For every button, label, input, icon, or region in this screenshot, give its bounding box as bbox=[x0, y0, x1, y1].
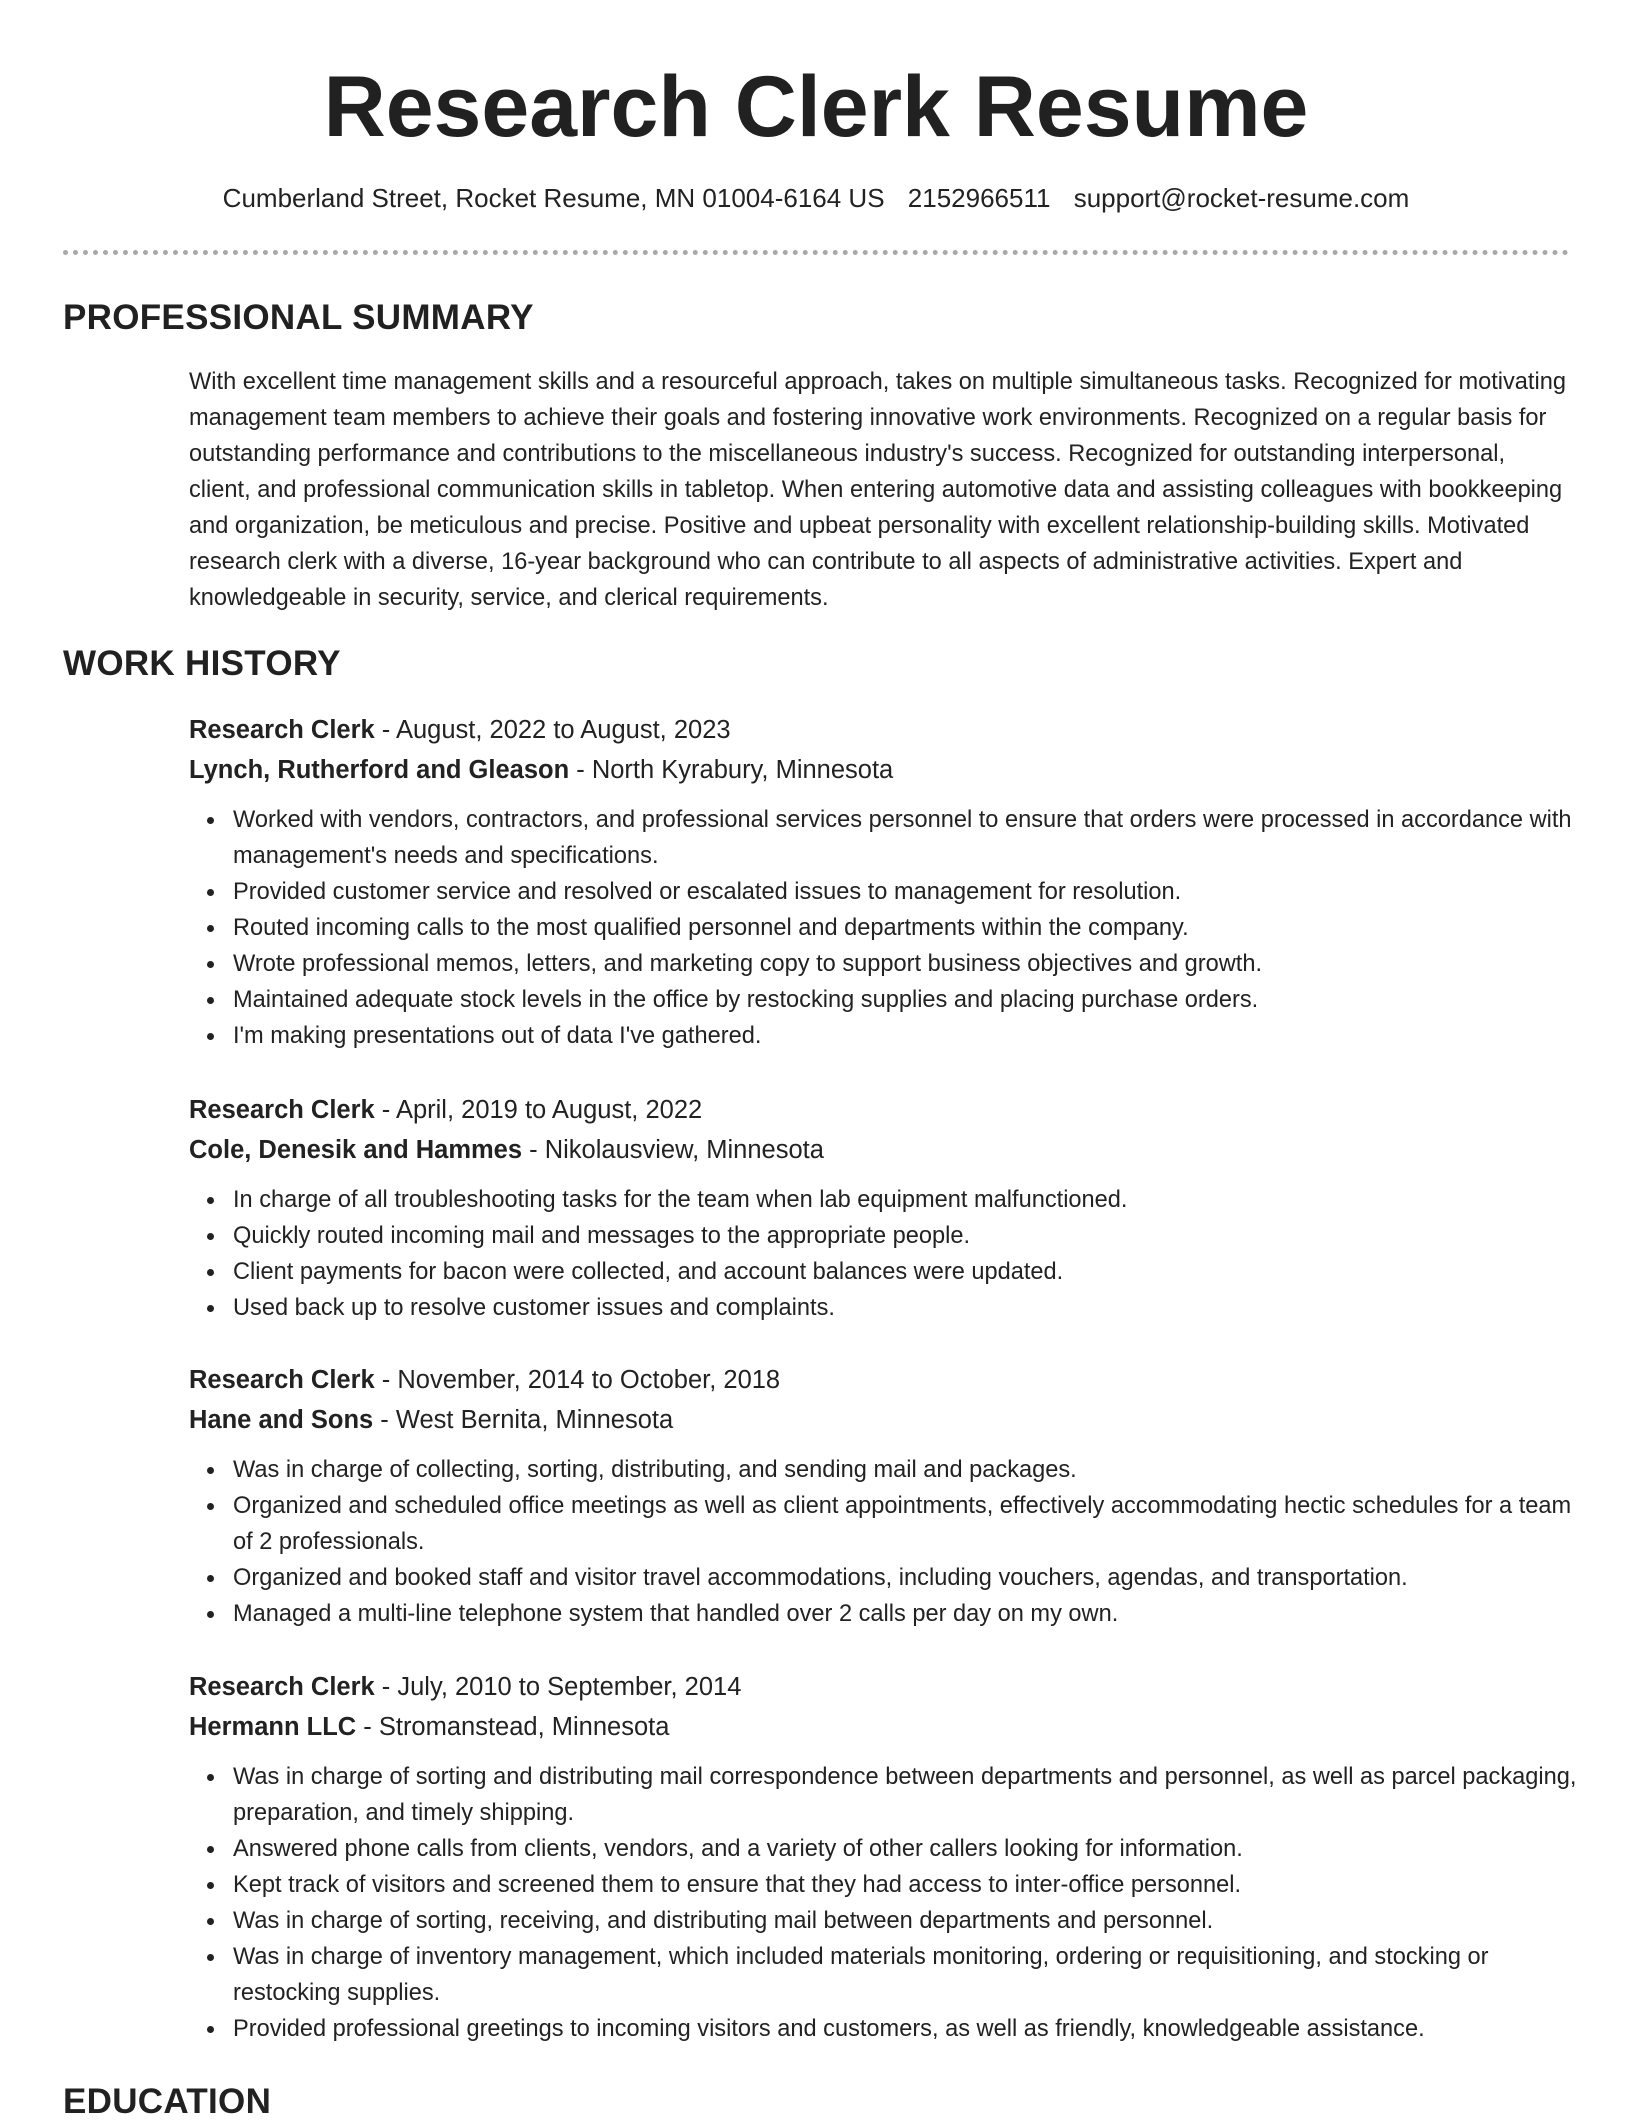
job-company-line bbox=[189, 750, 1579, 790]
job-title: Research Clerk bbox=[189, 1366, 375, 1394]
contact-line bbox=[0, 180, 1632, 216]
job-company-line bbox=[189, 1400, 1579, 1440]
job-entry bbox=[189, 710, 1579, 1054]
list-item: Was in charge of collecting, sorting, distributing, and sending mail and packages. bbox=[233, 1452, 1579, 1488]
job-company-line bbox=[189, 1707, 1579, 1747]
job-location: - Stromanstead, Minnesota bbox=[356, 1713, 670, 1741]
list-item: Managed a multi-line telephone system that handled over 2 calls per day on my own. bbox=[233, 1596, 1579, 1632]
job-dates: - August, 2022 to August, 2023 bbox=[374, 716, 731, 744]
contact-address: Cumberland Street, Rocket Resume, MN 01004-6164 US bbox=[222, 183, 885, 213]
contact-phone: 2152966511 bbox=[907, 183, 1051, 213]
job-title-line bbox=[189, 1667, 1579, 1707]
job-bullets bbox=[189, 1452, 1579, 1632]
list-item: Used back up to resolve customer issues and complaints. bbox=[233, 1290, 1579, 1326]
job-company: Hane and Sons bbox=[189, 1406, 374, 1434]
list-item: Worked with vendors, contractors, and professional services personnel to ensure that orders were processed in accordance with management's needs and specifications. bbox=[233, 802, 1579, 874]
section-heading-work-history: WORK HISTORY bbox=[63, 644, 341, 683]
list-item: Provided professional greetings to incoming visitors and customers, as well as friendly, knowledgeable assistance. bbox=[233, 2011, 1579, 2047]
list-item: Client payments for bacon were collected, and account balances were updated. bbox=[233, 1254, 1579, 1290]
job-title: Research Clerk bbox=[189, 1673, 375, 1701]
job-title-line bbox=[189, 1090, 1579, 1130]
job-bullets bbox=[189, 802, 1579, 1054]
list-item: Organized and scheduled office meetings as well as client appointments, effectively accommodating hectic schedules for a team of 2 professionals. bbox=[233, 1488, 1579, 1560]
job-title-line bbox=[189, 710, 1579, 750]
header-divider bbox=[63, 250, 1569, 255]
job-company: Cole, Denesik and Hammes bbox=[189, 1136, 523, 1164]
job-company: Hermann LLC bbox=[189, 1713, 357, 1741]
list-item: Was in charge of sorting, receiving, and distributing mail between departments and personnel. bbox=[233, 1903, 1579, 1939]
job-title: Research Clerk bbox=[189, 716, 375, 744]
job-title: Research Clerk bbox=[189, 1096, 375, 1124]
job-company-line bbox=[189, 1130, 1579, 1170]
list-item: Wrote professional memos, letters, and marketing copy to support business objectives and growth. bbox=[233, 946, 1579, 982]
page-title: Research Clerk Resume bbox=[323, 59, 1309, 155]
list-item: Routed incoming calls to the most qualified personnel and departments within the company. bbox=[233, 910, 1579, 946]
job-dates: - July, 2010 to September, 2014 bbox=[374, 1673, 742, 1701]
list-item: Kept track of visitors and screened them to ensure that they had access to inter-office personnel. bbox=[233, 1867, 1579, 1903]
list-item: Was in charge of sorting and distributing mail correspondence between departments and personnel, as well as parcel packaging, preparation, and timely shipping. bbox=[233, 1759, 1579, 1831]
list-item: Organized and booked staff and visitor travel accommodations, including vouchers, agendas, and transportation. bbox=[233, 1560, 1579, 1596]
summary-text: With excellent time management skills and a resourceful approach, takes on multiple simultaneous tasks. Recognized for motivating management team members to achieve their goals and fostering innovative work environments. Recognized on a regular basis for outstanding performance and contributions to the miscellaneous industry's success. Recognized for outstanding interpersonal, client, and professional communication skills in tabletop. When entering automotive data and assisting colleagues with bookkeeping and organization, be meticulous and precise. Positive and upbeat personality with excellent relationship-building skills. Motivated research clerk with a diverse, 16-year background who can contribute to all aspects of administrative activities. Expert and knowledgeable in security, service, and clerical requirements. bbox=[189, 369, 1566, 611]
list-item: Quickly routed incoming mail and messages to the appropriate people. bbox=[233, 1218, 1579, 1254]
job-title-line bbox=[189, 1360, 1579, 1400]
job-company: Lynch, Rutherford and Gleason bbox=[189, 756, 570, 784]
job-bullets bbox=[189, 1759, 1579, 2047]
job-entry bbox=[189, 1090, 1579, 1326]
contact-email: support@rocket-resume.com bbox=[1073, 183, 1410, 213]
job-entry bbox=[189, 1667, 1579, 2047]
list-item: Provided customer service and resolved or escalated issues to management for resolution. bbox=[233, 874, 1579, 910]
list-item: Answered phone calls from clients, vendors, and a variety of other callers looking for information. bbox=[233, 1831, 1579, 1867]
job-location: - Nikolausview, Minnesota bbox=[522, 1136, 824, 1164]
list-item: In charge of all troubleshooting tasks for the team when lab equipment malfunctioned. bbox=[233, 1182, 1579, 1218]
job-bullets bbox=[189, 1182, 1579, 1326]
section-heading-education: EDUCATION bbox=[63, 2082, 272, 2121]
job-entry bbox=[189, 1360, 1579, 1632]
job-location: - North Kyrabury, Minnesota bbox=[569, 756, 894, 784]
job-dates: - April, 2019 to August, 2022 bbox=[374, 1096, 703, 1124]
list-item: Was in charge of inventory management, which included materials monitoring, ordering or requisitioning, and stocking or restocking supplies. bbox=[233, 1939, 1579, 2011]
list-item: I'm making presentations out of data I've gathered. bbox=[233, 1018, 1579, 1054]
job-location: - West Bernita, Minnesota bbox=[373, 1406, 674, 1434]
list-item: Maintained adequate stock levels in the office by restocking supplies and placing purchase orders. bbox=[233, 982, 1579, 1018]
section-heading-summary: PROFESSIONAL SUMMARY bbox=[63, 298, 534, 337]
job-dates: - November, 2014 to October, 2018 bbox=[374, 1366, 781, 1394]
